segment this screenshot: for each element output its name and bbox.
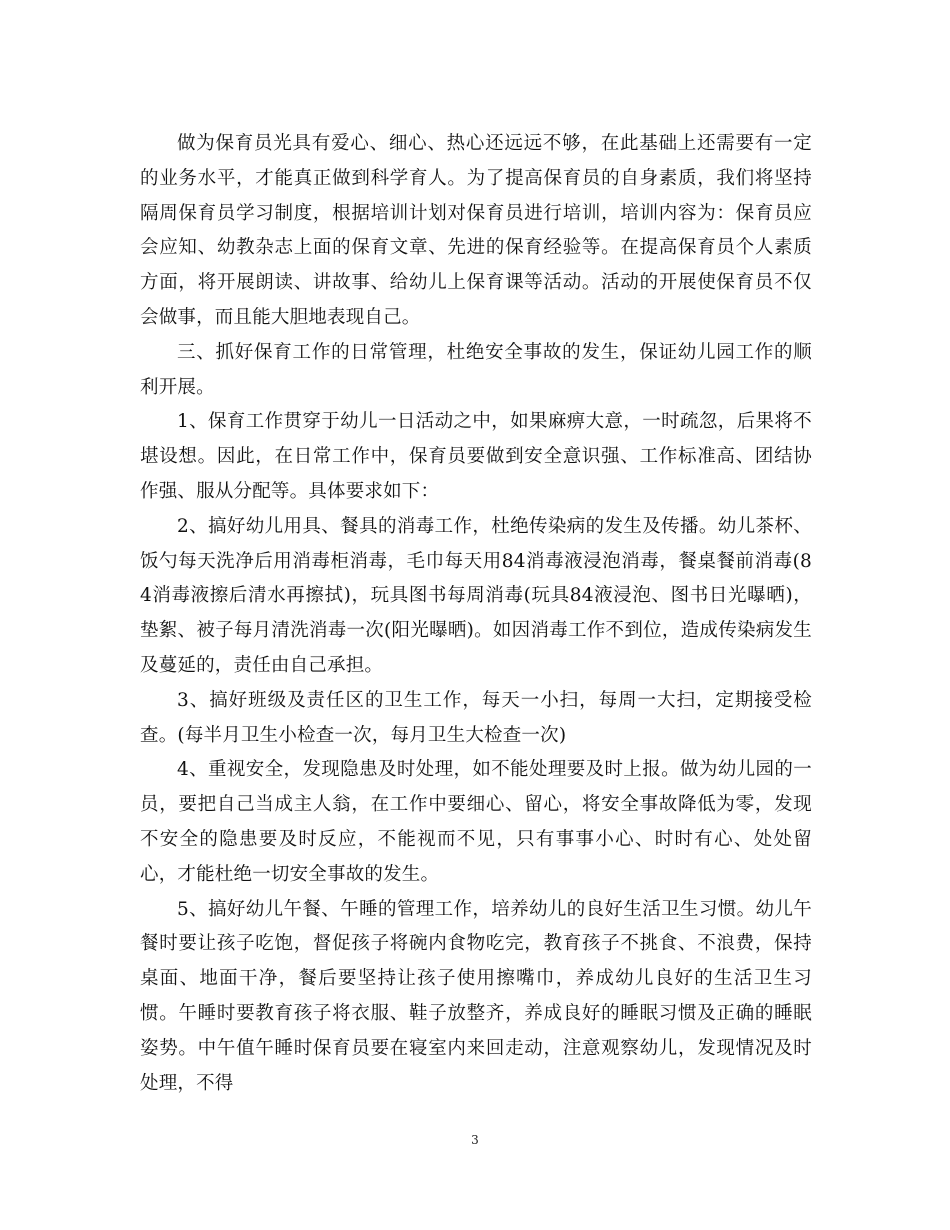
paragraph-item-1: 1、保育工作贯穿于幼儿一日活动之中，如果麻痹大意，一时疏忽，后果将不堪设想。因此，在日常工作中，保育员要做到安全意识强、工作标准高、团结协作强、服从分配等。具体要求如下：: [140, 411, 812, 502]
page-number: 3: [471, 1133, 479, 1147]
paragraph-item-5: 5、搞好幼儿午餐、午睡的管理工作，培养幼儿的良好生活卫生习惯。幼儿午餐时要让孩子吃饱，督促孩子将碗内食物吃完，教育孩子不挑食、不浪费，保持桌面、地面干净，餐后要坚持让孩子使用擦嘴巾，养成幼儿良好的生活卫生习惯。午睡时要教育孩子将衣服、鞋子放整齐，养成良好的睡眠习惯及正确的睡眠姿势。中午值午睡时保育员要在寝室内来回走动，注意观察幼儿，发现情况及时处理，不得: [140, 898, 812, 1094]
paragraph-training: 做为保育员光具有爱心、细心、热心还远远不够，在此基础上还需要有一定的业务水平，才能真正做到科学育人。为了提高保育员的自身素质，我们将坚持隔周保育员学习制度，根据培训计划对保育员进行培训，培训内容为：保育员应会应知、幼教杂志上面的保育文章、先进的保育经验等。在提高保育员个人素质方面，将开展朗读、讲故事、给幼儿上保育课等活动。活动的开展使保育员不仅会做事，而且能大胆地表现自己。: [140, 133, 812, 328]
document-body: [140, 127, 812, 1101]
paragraph-section-three-heading: 三、抓好保育工作的日常管理，杜绝安全事故的发生，保证幼儿园工作的顺利开展。: [140, 341, 812, 398]
paragraph-item-3: 3、搞好班级及责任区的卫生工作，每天一小扫，每周一大扫，定期接受检查。(每半月卫生小检查一次，每月卫生大检查一次): [140, 689, 812, 746]
paragraph-item-2: 2、搞好幼儿用具、餐具的消毒工作，杜绝传染病的发生及传播。幼儿茶杯、饭勺每天洗净后用消毒柜消毒，毛巾每天用84消毒液浸泡消毒，餐桌餐前消毒(84消毒液擦后清水再擦拭)，玩具图书每周消毒(玩具84液浸泡、图书日光曝晒)，垫絮、被子每月清洗消毒一次(阳光曝晒)。如因消毒工作不到位，造成传染病发生及蔓延的，责任由自己承担。: [140, 515, 812, 676]
paragraph-item-4: 4、重视安全，发现隐患及时处理，如不能处理要及时上报。做为幼儿园的一员，要把自己当成主人翁，在工作中要细心、留心，将安全事故降低为零，发现不安全的隐患要及时反应，不能视而不见，只有事事小心、时时有心、处处留心，才能杜绝一切安全事故的发生。: [140, 759, 812, 885]
